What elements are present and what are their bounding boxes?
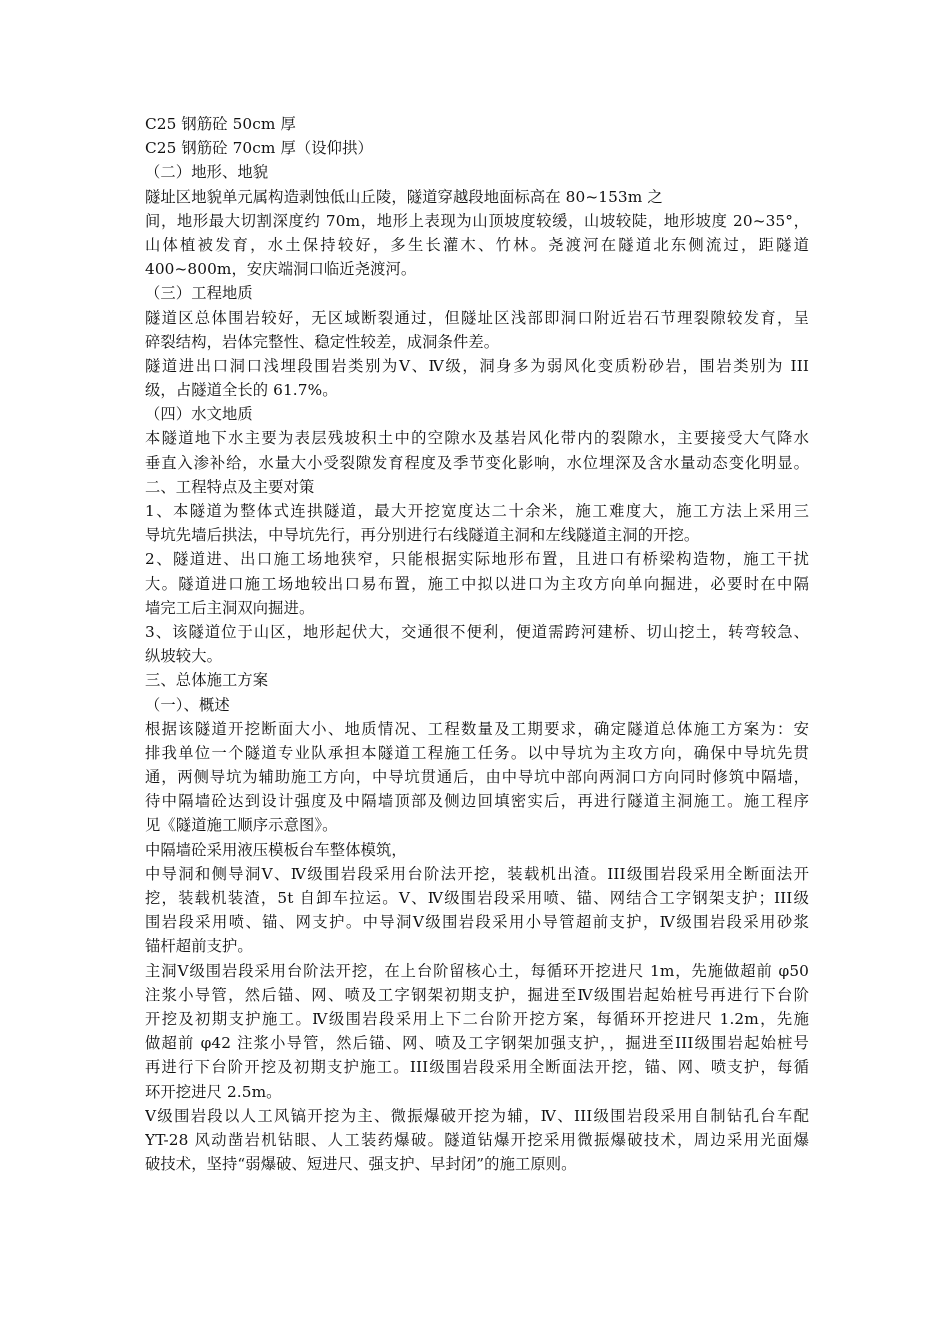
text-line: 排我单位一个隧道专业队承担本隧道工程施工任务。以中导坑为主攻方向，确保中导坑先贯 bbox=[145, 743, 809, 762]
text-line: （一）、概述 bbox=[145, 695, 230, 714]
text-line: 纵坡较大。 bbox=[145, 647, 222, 666]
text-line: 通，两侧导坑为辅助施工方向，中导坑贯通后，由中导坑中部向两洞口方向同时修筑中隔墙， bbox=[145, 768, 809, 787]
text-line: 间，地形最大切割深度约 70m，地形上表现为山顶坡度较缓，山坡较陡，地形坡度 20~35°， bbox=[145, 211, 809, 230]
text-line: YT-28 风动凿岩机钻眼、人工装药爆破。隧道钻爆开挖采用微振爆破技术，周边采用光面爆 bbox=[145, 1130, 809, 1149]
text-line: 大。隧道进口施工场地较出口易布置，施工中拟以进口为主攻方向单向掘进，必要时在中隔 bbox=[145, 574, 809, 593]
text-line: 碎裂结构，岩体完整性、稳定性较差，成洞条件差。 bbox=[145, 332, 500, 351]
text-line: C25 钢筋砼 50cm 厚 bbox=[145, 115, 296, 133]
text-line: C25 钢筋砼 70cm 厚（设仰拱） bbox=[145, 139, 373, 158]
text-line: 围岩段采用喷、锚、网支护。中导洞Ⅴ级围岩段采用小导管超前支护，Ⅳ级围岩段采用砂浆 bbox=[145, 913, 809, 932]
text-line: 隧道区总体围岩较好，无区域断裂通过，但隧址区浅部即洞口附近岩石节理裂隙较发育，呈 bbox=[145, 308, 809, 327]
text-line: 环开挖进尺 2.5m。 bbox=[145, 1082, 282, 1101]
text-line: 中导洞和侧导洞Ⅴ、Ⅳ级围岩段采用台阶法开挖，装载机出渣。III级围岩段采用全断面法开 bbox=[145, 864, 809, 883]
text-line: 1、本隧道为整体式连拱隧道，最大开挖宽度达二十余米，施工难度大，施工方法上采用三 bbox=[145, 502, 809, 520]
text-line: 导坑先墙后拱法，中导坑先行，再分别进行右线隧道主洞和左线隧道主洞的开挖。 bbox=[145, 526, 700, 545]
text-line: 本隧道地下水主要为表层残坡积土中的空隙水及基岩风化带内的裂隙水，主要接受大气降水 bbox=[145, 429, 809, 448]
text-line: 挖，装载机装渣，5t 自卸车拉运。Ⅴ、Ⅳ级围岩段采用喷、锚、网结合工字钢架支护；III级 bbox=[145, 889, 809, 907]
text-line: （二）地形、地貌 bbox=[145, 163, 269, 182]
text-line: 2、隧道进、出口施工场地狭窄，只能根据实际地形布置，且进口有桥梁构造物，施工干扰 bbox=[145, 550, 809, 569]
text-line: （三）工程地质 bbox=[145, 284, 253, 303]
text-line: 见《隧道施工顺序示意图》。 bbox=[145, 816, 338, 835]
text-line: 破技术，坚持“弱爆破、短进尺、强支护、早封闭”的施工原则。 bbox=[145, 1155, 577, 1174]
text-line: 山体植被发育，水土保持较好，多生长灌木、竹林。尧渡河在隧道北东侧流过，距隧道 bbox=[145, 235, 809, 254]
text-line: 做超前 φ42 注浆小导管，然后锚、网、喷及工字钢架加强支护，，掘进至III级围岩起始桩号 bbox=[145, 1034, 809, 1053]
text-line: 中隔墙砼采用液压模板台车整体模筑， bbox=[145, 840, 407, 859]
text-line: 级，占隧道全长的 61.7%。 bbox=[145, 381, 338, 400]
text-line: 垂直入渗补给，水量大小受裂隙发育程度及季节变化影响，水位埋深及含水量动态变化明显。 bbox=[145, 453, 809, 472]
document-body bbox=[145, 112, 809, 1176]
text-line: 开挖及初期支护施工。Ⅳ级围岩段采用上下二台阶开挖方案，每循环开挖进尺 1.2m，先施 bbox=[145, 1009, 809, 1028]
text-line: 墙完工后主洞双向掘进。 bbox=[145, 598, 315, 617]
text-line: 400~800m，安庆端洞口临近尧渡河。 bbox=[145, 260, 417, 279]
text-line: 主洞Ⅴ级围岩段采用台阶法开挖，在上台阶留核心土，每循环开挖进尺 1m，先施做超前 φ50 bbox=[145, 961, 809, 980]
text-line: 注浆小导管，然后锚、网、喷及工字钢架初期支护，掘进至Ⅳ级围岩起始桩号再进行下台阶 bbox=[145, 985, 809, 1004]
text-line: 再进行下台阶开挖及初期支护施工。III级围岩段采用全断面法开挖，锚、网、喷支护，每循 bbox=[145, 1058, 809, 1077]
text-line: 三、总体施工方案 bbox=[145, 671, 269, 690]
text-line: （四）水文地质 bbox=[145, 405, 253, 424]
text-line: 隧道进出口洞口浅埋段围岩类别为Ⅴ、Ⅳ级，洞身多为弱风化变质粉砂岩，围岩类别为 III bbox=[145, 356, 809, 375]
text-line: 锚杆超前支护。 bbox=[145, 937, 253, 956]
text-line: 待中隔墙砼达到设计强度及中隔墙顶部及侧边回填密实后，再进行隧道主洞施工。施工程序 bbox=[145, 792, 809, 811]
text-line: Ⅴ级围岩段以人工风镐开挖为主、微振爆破开挖为辅，Ⅳ、III级围岩段采用自制钻孔台车配 bbox=[145, 1106, 809, 1125]
text-line: 二、工程特点及主要对策 bbox=[145, 477, 315, 496]
text-line: 隧址区地貌单元属构造剥蚀低山丘陵，隧道穿越段地面标高在 80~153m 之 bbox=[145, 187, 663, 206]
text-line: 3、该隧道位于山区，地形起伏大，交通很不便利，便道需跨河建桥、切山挖土，转弯较急、 bbox=[145, 622, 809, 641]
text-line: 根据该隧道开挖断面大小、地质情况、工程数量及工期要求，确定隧道总体施工方案为：安 bbox=[145, 719, 809, 738]
